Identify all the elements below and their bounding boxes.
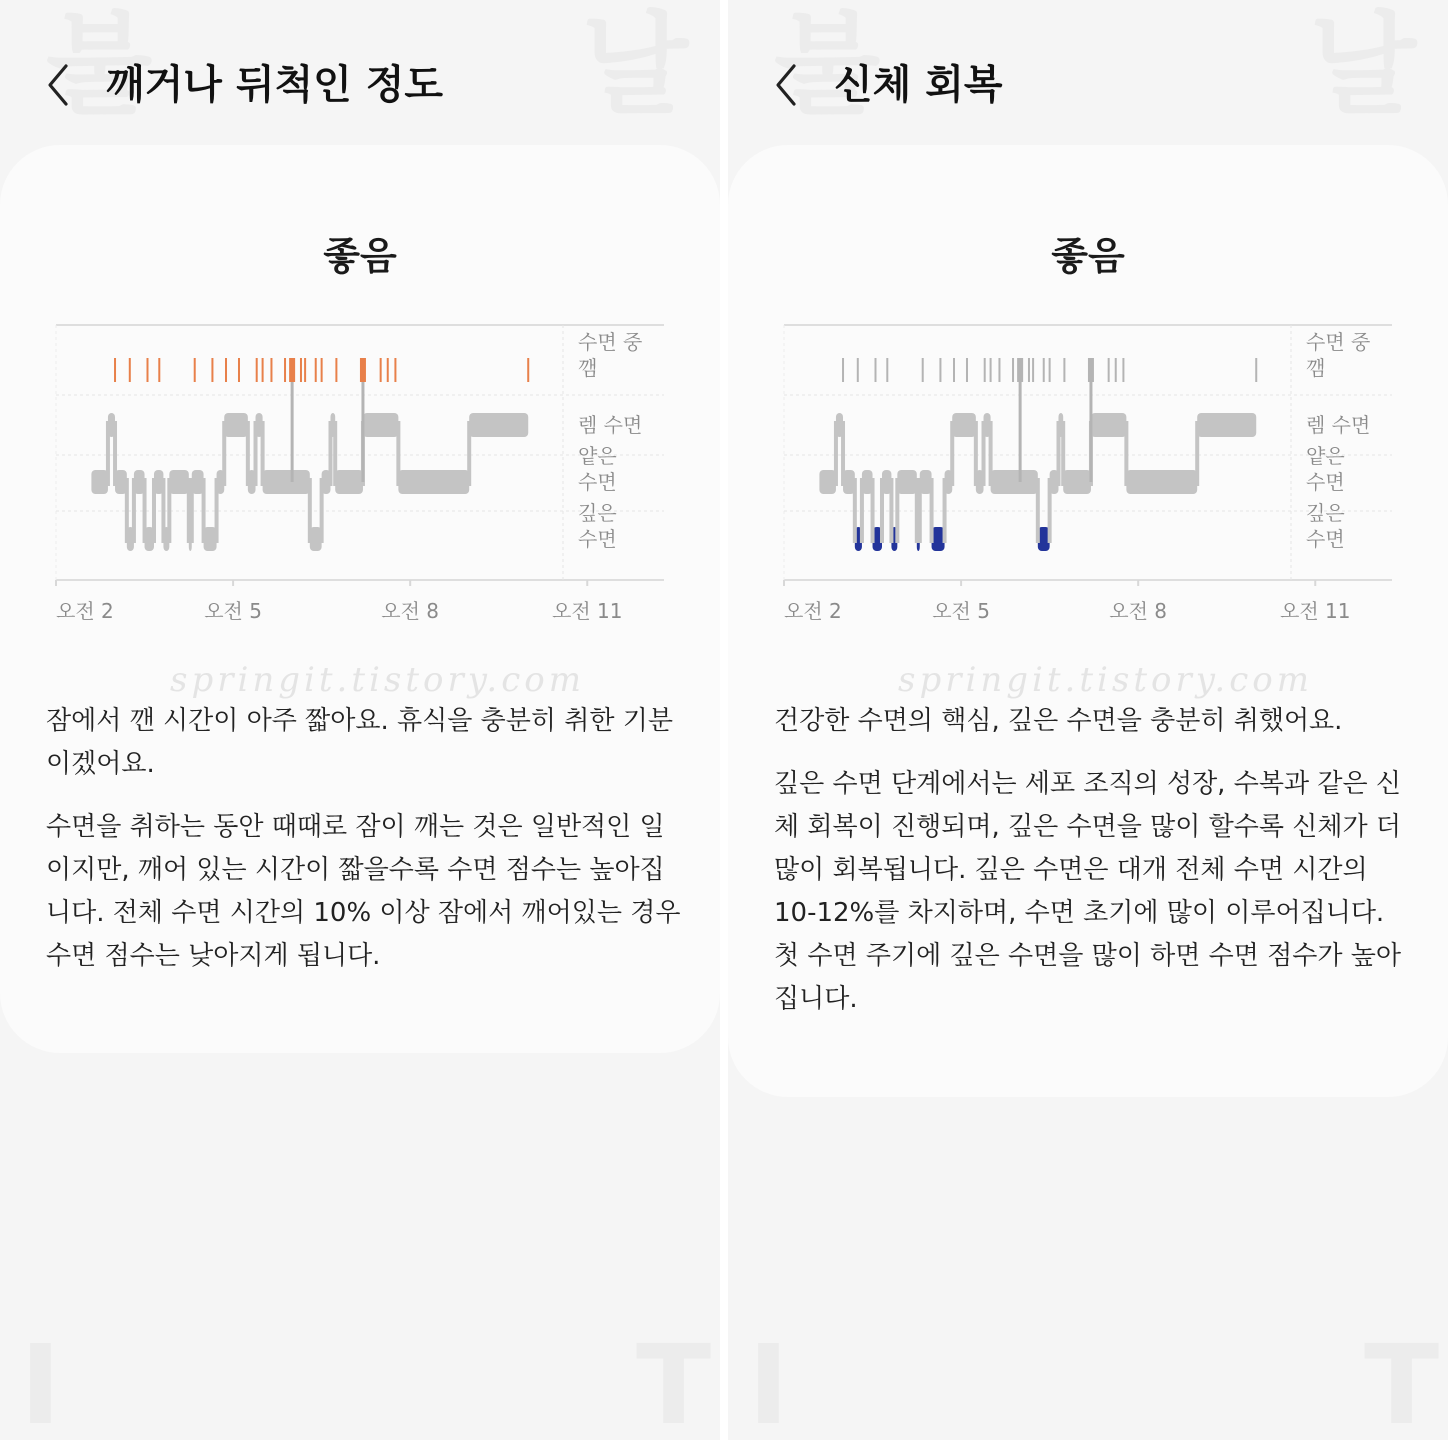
stage-transition — [841, 421, 845, 486]
stage-transition — [860, 478, 864, 543]
stage-label — [578, 330, 642, 380]
awake-drop-line — [291, 382, 294, 482]
stage-segment — [224, 413, 248, 437]
back-button[interactable] — [766, 58, 810, 112]
awake-bar — [1088, 358, 1094, 382]
stage-label-line: 수면 — [1306, 527, 1345, 551]
awake-mark — [990, 358, 992, 382]
awake-mark — [984, 358, 986, 382]
decor-letter: I — [748, 1321, 789, 1440]
decor-letter: 불 — [46, 1, 153, 129]
awake-mark — [1108, 358, 1110, 382]
stage-transition — [1195, 421, 1199, 486]
awake-mark — [158, 358, 160, 382]
stage-label-line: 렘 수면 — [578, 413, 643, 437]
stage-transition — [889, 478, 893, 543]
decor-letter: T — [1364, 1321, 1440, 1440]
awake-mark — [380, 358, 382, 382]
stage-label-line: 렘 수면 — [1306, 413, 1371, 437]
awake-mark — [114, 358, 116, 382]
stage-transition — [834, 421, 838, 486]
awake-drop-line — [361, 382, 364, 482]
awake-mark — [300, 358, 302, 382]
stage-label-line: 깸 — [1306, 356, 1326, 380]
stage-transition — [880, 478, 884, 543]
awake-drop-line — [1019, 382, 1022, 482]
stage-label-line: 수면 중 — [578, 330, 643, 354]
stage-label — [578, 413, 642, 437]
x-tick-label: 오전 2 — [784, 599, 842, 623]
stage-label-line: 얕은 — [578, 444, 617, 468]
stage-segment — [169, 470, 188, 494]
stage-label — [578, 501, 617, 551]
stage-transition — [930, 478, 934, 543]
awake-mark — [1122, 358, 1124, 382]
stage-segment — [952, 413, 976, 437]
stage-transition — [161, 478, 165, 543]
stage-transition — [113, 421, 117, 486]
stage-transition — [853, 478, 857, 543]
stage-transition — [202, 478, 206, 543]
stage-transition — [467, 421, 471, 486]
awake-mark — [211, 358, 213, 382]
awake-mark — [998, 358, 1000, 382]
stage-transition — [143, 478, 147, 543]
awake-mark — [238, 358, 240, 382]
stage-transition — [190, 478, 194, 543]
awake-mark — [225, 358, 227, 382]
decor-letter: 날 — [582, 1, 689, 129]
decor-letter: 불 — [774, 1, 881, 129]
awake-mark — [256, 358, 258, 382]
awake-mark — [387, 358, 389, 382]
divider — [720, 0, 728, 1440]
stage-label — [1306, 330, 1370, 380]
awake-mark — [939, 358, 941, 382]
x-tick-label: 오전 8 — [381, 599, 440, 623]
stage-transition — [1061, 421, 1065, 486]
stage-label-line: 수면 — [1306, 470, 1345, 494]
stage-transition — [261, 421, 265, 486]
x-tick-label: 오전 11 — [552, 599, 623, 623]
stage-label — [1306, 501, 1345, 551]
stage-label-line: 깊은 — [1306, 501, 1345, 525]
stage-label-line: 깊은 — [578, 501, 617, 525]
x-tick-label: 오전 2 — [56, 599, 114, 623]
stage-transition — [1036, 478, 1040, 543]
decor-letter: T — [636, 1321, 712, 1440]
stage-transition — [328, 421, 332, 486]
awake-mark — [953, 358, 955, 382]
awake-mark — [966, 358, 968, 382]
stage-transition — [396, 421, 400, 486]
panel-recovery-detail — [728, 0, 1448, 1440]
stage-segment — [91, 470, 108, 494]
stage-label-line: 수면 중 — [1306, 330, 1371, 354]
awake-mark — [842, 358, 844, 382]
stage-segment — [469, 413, 528, 437]
watermark: springit.tistory.com — [898, 660, 1313, 700]
stage-segment — [991, 470, 1038, 494]
x-tick-label: 오전 5 — [204, 599, 262, 623]
stage-transition — [246, 421, 250, 486]
stage-segment — [335, 470, 363, 494]
awake-mark — [262, 358, 264, 382]
stage-segment — [363, 413, 398, 437]
page-title: 신체 회복 — [834, 62, 1003, 108]
watermark: springit.tistory.com — [170, 660, 585, 700]
stage-label-line: 얕은 — [1306, 444, 1345, 468]
awake-mark — [1012, 358, 1014, 382]
awake-mark — [146, 358, 148, 382]
stage-transition — [871, 478, 875, 543]
stage-transition — [333, 421, 337, 486]
awake-bar — [289, 358, 295, 382]
sleep-stage-chart-svg — [768, 325, 1408, 645]
awake-mark — [394, 358, 396, 382]
awake-mark — [857, 358, 859, 382]
awake-bar — [1017, 358, 1023, 382]
x-tick-label: 오전 5 — [932, 599, 990, 623]
description-paragraph: 잠에서 깬 시간이 아주 짧아요. 휴식을 충분히 취한 기분이겠어요. — [46, 706, 673, 779]
awake-mark — [1043, 358, 1045, 382]
awake-bar — [360, 358, 366, 382]
app-header — [728, 40, 1448, 130]
detail-card — [0, 145, 720, 1053]
stage-transition — [1124, 421, 1128, 486]
sleep-stage-chart — [768, 325, 1408, 645]
stage-transition — [943, 478, 947, 543]
stage-transition — [950, 421, 954, 486]
awake-mark — [527, 358, 529, 382]
stage-transition — [106, 421, 110, 486]
grade-label: 좋음 — [1051, 234, 1125, 278]
awake-mark — [284, 358, 286, 382]
awake-mark — [315, 358, 317, 382]
stage-label-line: 깸 — [578, 356, 598, 380]
stage-transition — [222, 421, 226, 486]
stage-transition — [1048, 478, 1052, 543]
stage-transition — [982, 421, 986, 486]
stage-transition — [989, 421, 993, 486]
stage-segment — [1063, 470, 1091, 494]
stage-transition — [308, 478, 312, 543]
decor-letter: I — [20, 1321, 61, 1440]
awake-mark — [304, 358, 306, 382]
awake-mark — [1115, 358, 1117, 382]
description-paragraph: 수면을 취하는 동안 때때로 잠이 깨는 것은 일반적인 일이지만, 깨어 있는 시간이 짧을수록 수면 점수는 높아집니다. 전체 수면 시간의 10% 이상 잠에서 깨어있는 경우 수면 점수는 낮아지게 됩니다. — [46, 812, 681, 971]
panel-awake-detail — [0, 0, 720, 1440]
stage-transition — [125, 478, 129, 543]
stage-transition — [167, 478, 171, 543]
stage-transition — [1056, 421, 1060, 486]
awake-mark — [321, 358, 323, 382]
back-button[interactable] — [38, 58, 82, 112]
stage-label — [1306, 413, 1370, 437]
awake-mark — [1032, 358, 1034, 382]
awake-mark — [194, 358, 196, 382]
stage-transition — [974, 421, 978, 486]
stage-segment — [1126, 470, 1197, 494]
stage-label-line: 수면 — [578, 470, 617, 494]
app-header — [0, 40, 720, 130]
stage-transition — [215, 478, 219, 543]
detail-card — [728, 145, 1448, 1097]
stage-segment — [897, 470, 916, 494]
stage-segment — [398, 470, 469, 494]
chevron-left-icon — [38, 58, 82, 112]
grade-label: 좋음 — [323, 234, 397, 278]
stage-segment — [1197, 413, 1256, 437]
stage-label — [1306, 444, 1345, 494]
page-title: 깨거나 뒤척인 정도 — [106, 62, 443, 108]
stage-transition — [895, 478, 899, 543]
stage-segment — [263, 470, 310, 494]
x-tick-label: 오전 11 — [1280, 599, 1351, 623]
sleep-stage-chart — [40, 325, 680, 645]
awake-mark — [1063, 358, 1065, 382]
stage-transition — [132, 478, 136, 543]
awake-mark — [270, 358, 272, 382]
stage-transition — [320, 478, 324, 543]
awake-mark — [922, 358, 924, 382]
stage-transition — [918, 478, 922, 543]
stage-segment — [1091, 413, 1126, 437]
awake-mark — [874, 358, 876, 382]
stage-label-line: 수면 — [578, 527, 617, 551]
awake-mark — [129, 358, 131, 382]
stage-label — [578, 444, 617, 494]
awake-mark — [886, 358, 888, 382]
sleep-stage-chart-svg — [40, 325, 680, 645]
stage-transition — [152, 478, 156, 543]
awake-mark — [1255, 358, 1257, 382]
awake-mark — [335, 358, 337, 382]
description-paragraph: 깊은 수면 단계에서는 세포 조직의 성장, 수복과 같은 신체 회복이 진행되며, 깊은 수면을 많이 할수록 신체가 더 많이 회복됩니다. 깊은 수면은 대개 전체 수면 시간의 10-12%를 차지하며, 수면 초기에 많이 이루어집니다. 첫 수면 주기에 깊은 수면을 많이 하면 수면 점수가 높아집니다. — [774, 769, 1401, 1014]
stage-segment — [819, 470, 836, 494]
description-paragraph: 건강한 수면의 핵심, 깊은 수면을 충분히 취했어요. — [774, 706, 1343, 736]
awake-drop-line — [1089, 382, 1092, 482]
description — [774, 700, 1414, 1041]
x-tick-label: 오전 8 — [1109, 599, 1168, 623]
description — [46, 700, 686, 998]
awake-mark — [1028, 358, 1030, 382]
chevron-left-icon — [766, 58, 810, 112]
decor-letter: 날 — [1310, 1, 1417, 129]
stage-transition — [254, 421, 258, 486]
awake-mark — [1049, 358, 1051, 382]
